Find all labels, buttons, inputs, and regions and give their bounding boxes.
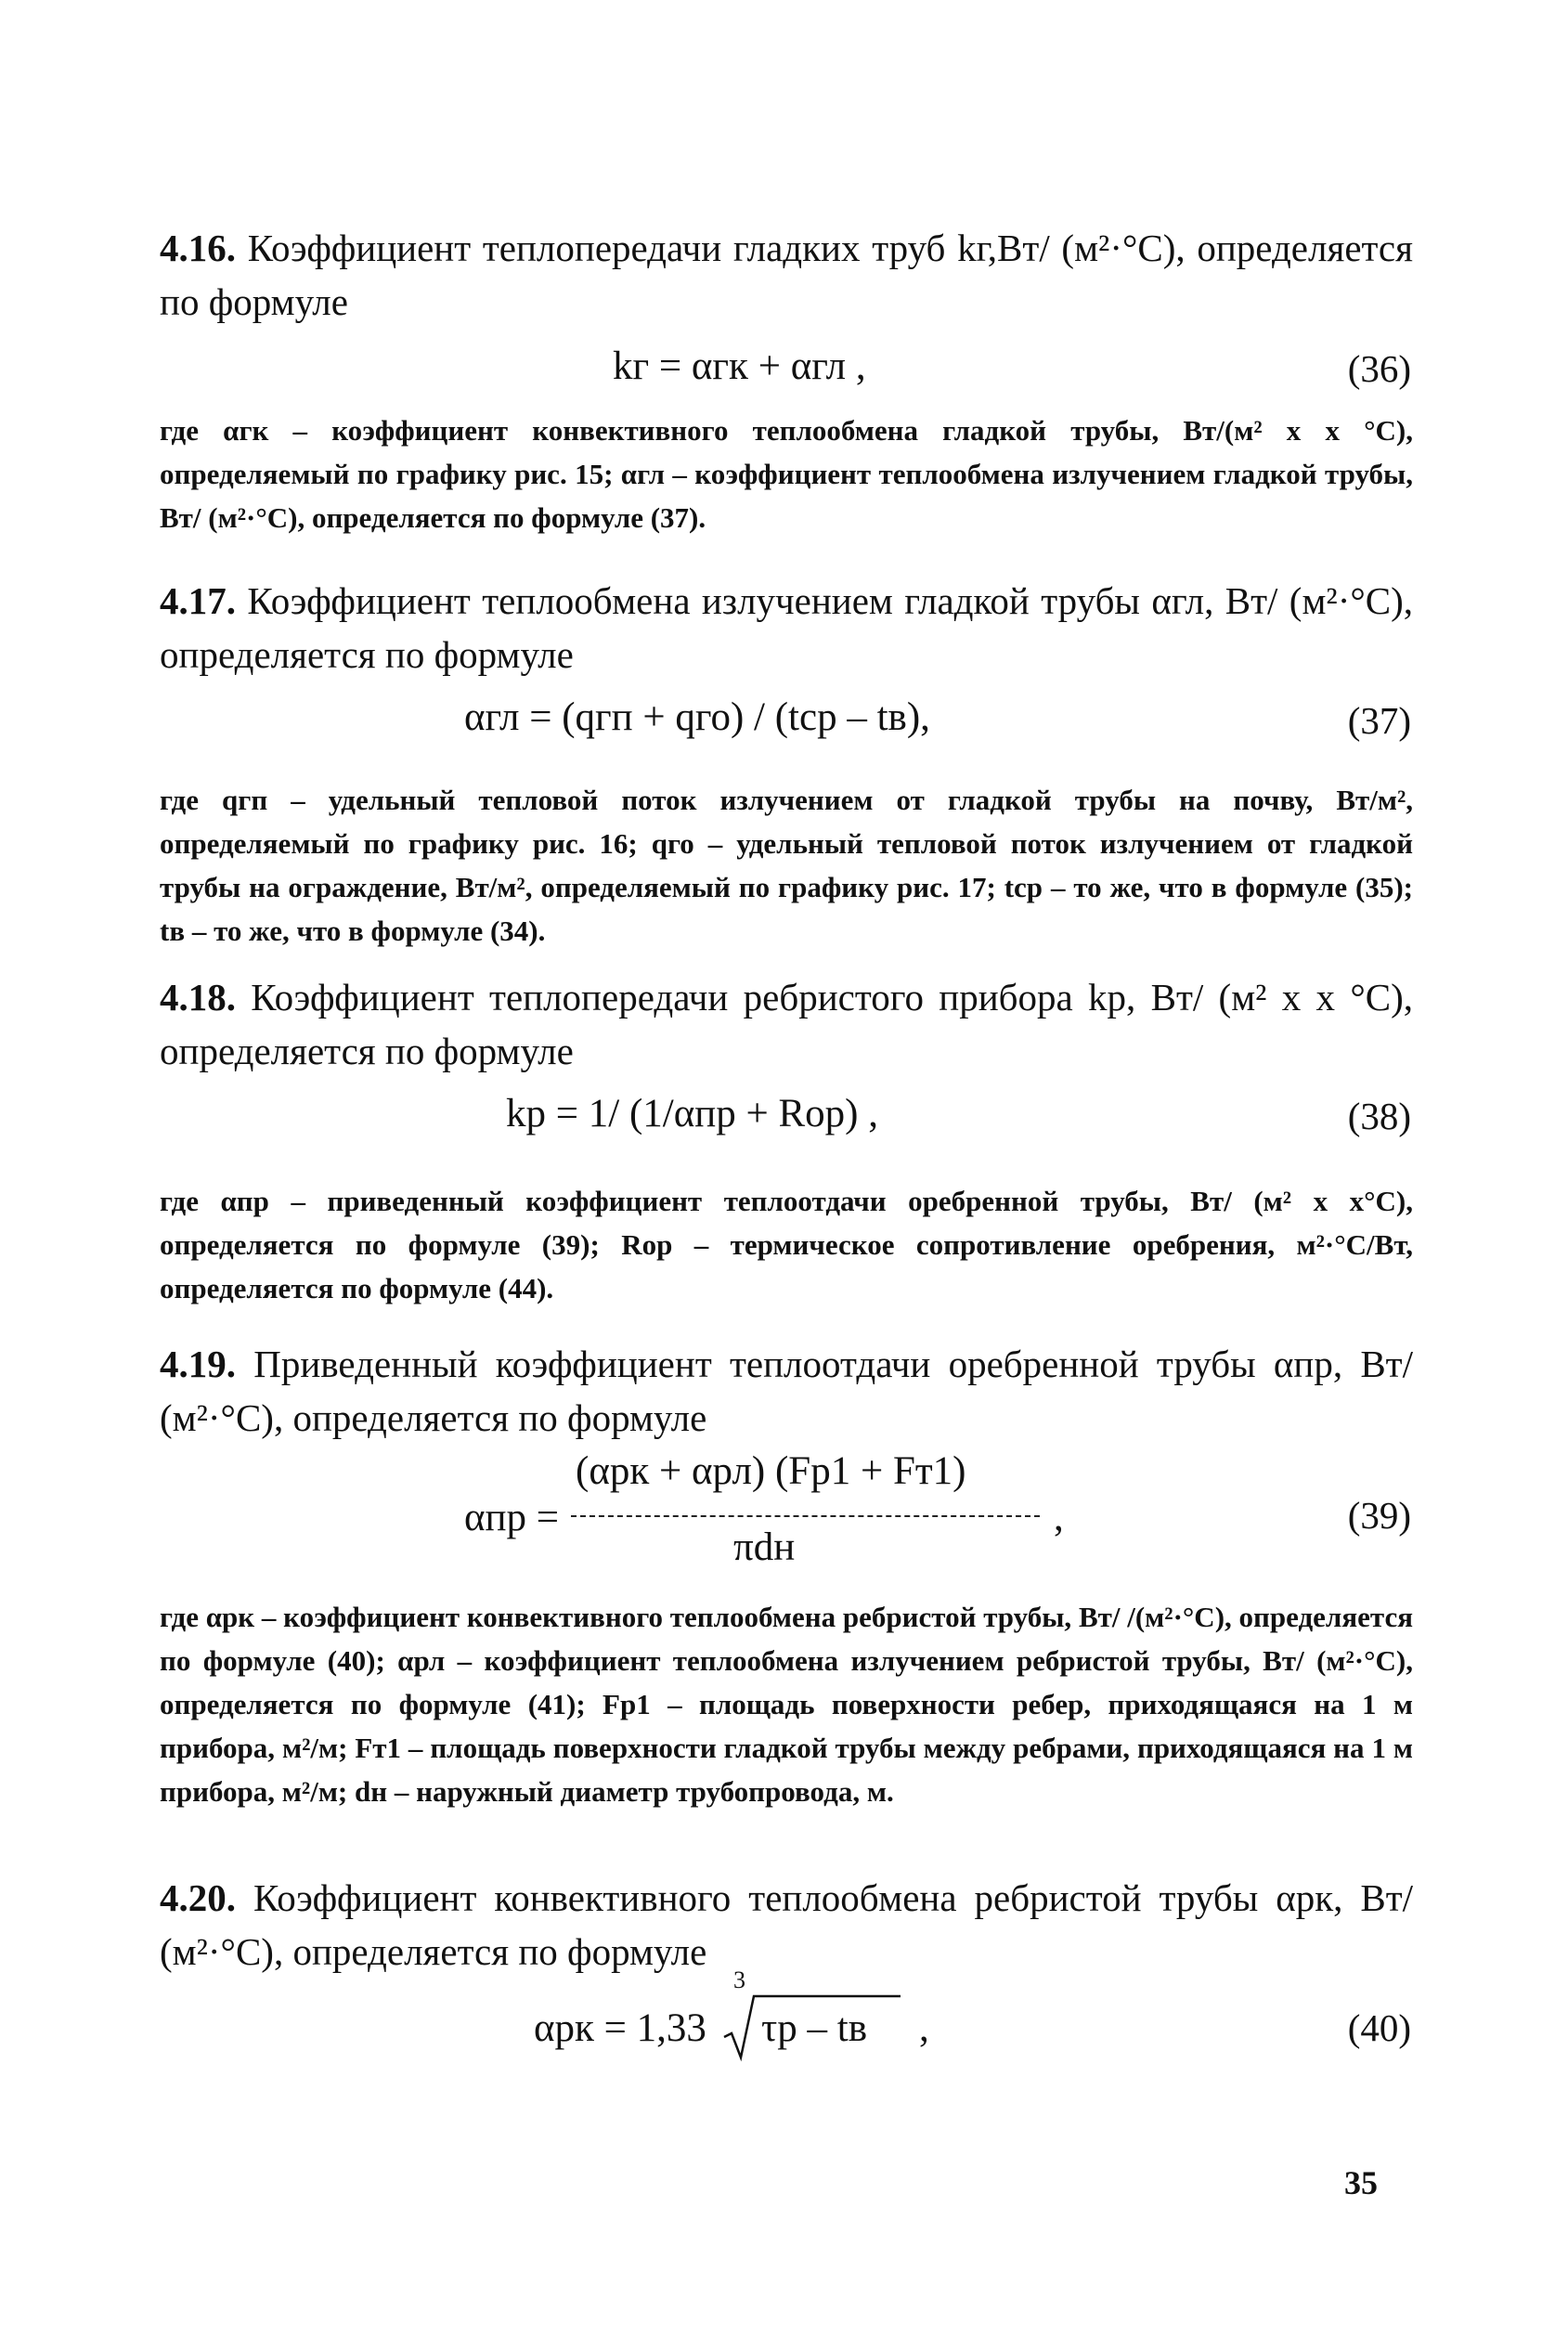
section-text: Коэффициент теплопередачи ребристого прибора kр, Вт/ (м² х х °С), определяется по формуле	[160, 976, 1413, 1072]
formula-40-radicand: τр – tв	[761, 2006, 868, 2050]
section-4-19-title	[160, 1337, 1413, 1445]
fraction-bar	[571, 1515, 1040, 1517]
page-number: 35	[1344, 2164, 1378, 2201]
section-number: 4.18.	[160, 976, 236, 1019]
section-4-17-note: где qгп – удельный тепловой поток излучением от гладкой трубы на почву, Вт/м², определяемый по графику рис. 16; qго – удельный тепловой поток излучением от гладкой трубы на ограждение, Вт/м², определяемый по графику рис. 17; tср – то же, что в формуле (35); tв – то же, что в формуле (34).	[160, 784, 1413, 947]
formula-38: kр = 1/ (1/αпр + Rор) ,	[506, 1092, 879, 1136]
section-text: Коэффициент теплообмена излучением гладкой трубы αгл, Вт/ (м²·°С), определяется по формуле	[160, 579, 1413, 676]
section-4-16-title	[160, 221, 1413, 329]
formula-39-denominator: πdн	[733, 1525, 796, 1569]
section-number: 4.17.	[160, 579, 236, 622]
section-number: 4.20.	[160, 1876, 236, 1919]
equation-number-40: (40)	[1347, 2006, 1411, 2049]
formula-37: αгл = (qгп + qго) / (tср – tв),	[464, 695, 930, 739]
section-4-18-title	[160, 970, 1413, 1078]
equation-number-37: (37)	[1347, 699, 1411, 742]
section-text: Коэффициент конвективного теплообмена ребристой трубы αрк, Вт/ (м²·°С), определяется по формуле	[160, 1876, 1413, 1973]
section-4-17-title	[160, 574, 1413, 681]
section-4-19-note: где αрк – коэффициент конвективного теплообмена ребристой трубы, Вт/ /(м²·°С), определяется по формуле (40); αрл – коэффициент теплообмена излучением ребристой трубы, Вт/ (м²·°С), определяется по формуле (41); Fр1 – площадь поверхности ребер, приходящаяся на 1 м прибора, м²/м; Fт1 – площадь поверхности гладкой трубы между ребрами, приходящаяся на 1 м прибора, м²/м; dн – наружный диаметр трубопровода, м.	[160, 1601, 1413, 1808]
section-text: Коэффициент теплопередачи гладких труб kг,Вт/ (м²·°С), определяется по формуле	[160, 227, 1413, 323]
section-number: 4.19.	[160, 1343, 236, 1385]
equation-number-39: (39)	[1347, 1494, 1411, 1537]
section-number: 4.16.	[160, 227, 236, 269]
formula-39-comma: ,	[1054, 1496, 1064, 1539]
section-4-20-title	[160, 1871, 1413, 1979]
root-index: 3	[733, 1966, 745, 1993]
formula-39-numerator: (αрк + αрл) (Fр1 + Fт1)	[576, 1449, 966, 1493]
formula-40-comma: ,	[919, 2006, 929, 2050]
section-4-16-note: где αгк – коэффициент конвективного теплообмена гладкой трубы, Вт/(м² х х °С), определяемый по графику рис. 15; αгл – коэффициент теплообмена излучением гладкой трубы, Вт/ (м²·°С), определяется по формуле (37).	[160, 414, 1413, 534]
equation-number-36: (36)	[1347, 347, 1411, 390]
formula-36: kг = αгк + αгл ,	[613, 344, 866, 388]
formula-40-lhs: αрк = 1,33	[534, 2006, 706, 2050]
section-text: Приведенный коэффициент теплоотдачи оребренной трубы αпр, Вт/ (м²·°С), определяется по формуле	[160, 1343, 1413, 1439]
section-4-18-note: где αпр – приведенный коэффициент теплоотдачи оребренной трубы, Вт/ (м² х х°С), определяется по формуле (39); Rор – термическое сопротивление оребрения, м²·°С/Вт, определяется по формуле (44).	[160, 1185, 1413, 1304]
formula-39-lhs: αпр =	[464, 1496, 560, 1539]
equation-number-38: (38)	[1347, 1095, 1411, 1137]
